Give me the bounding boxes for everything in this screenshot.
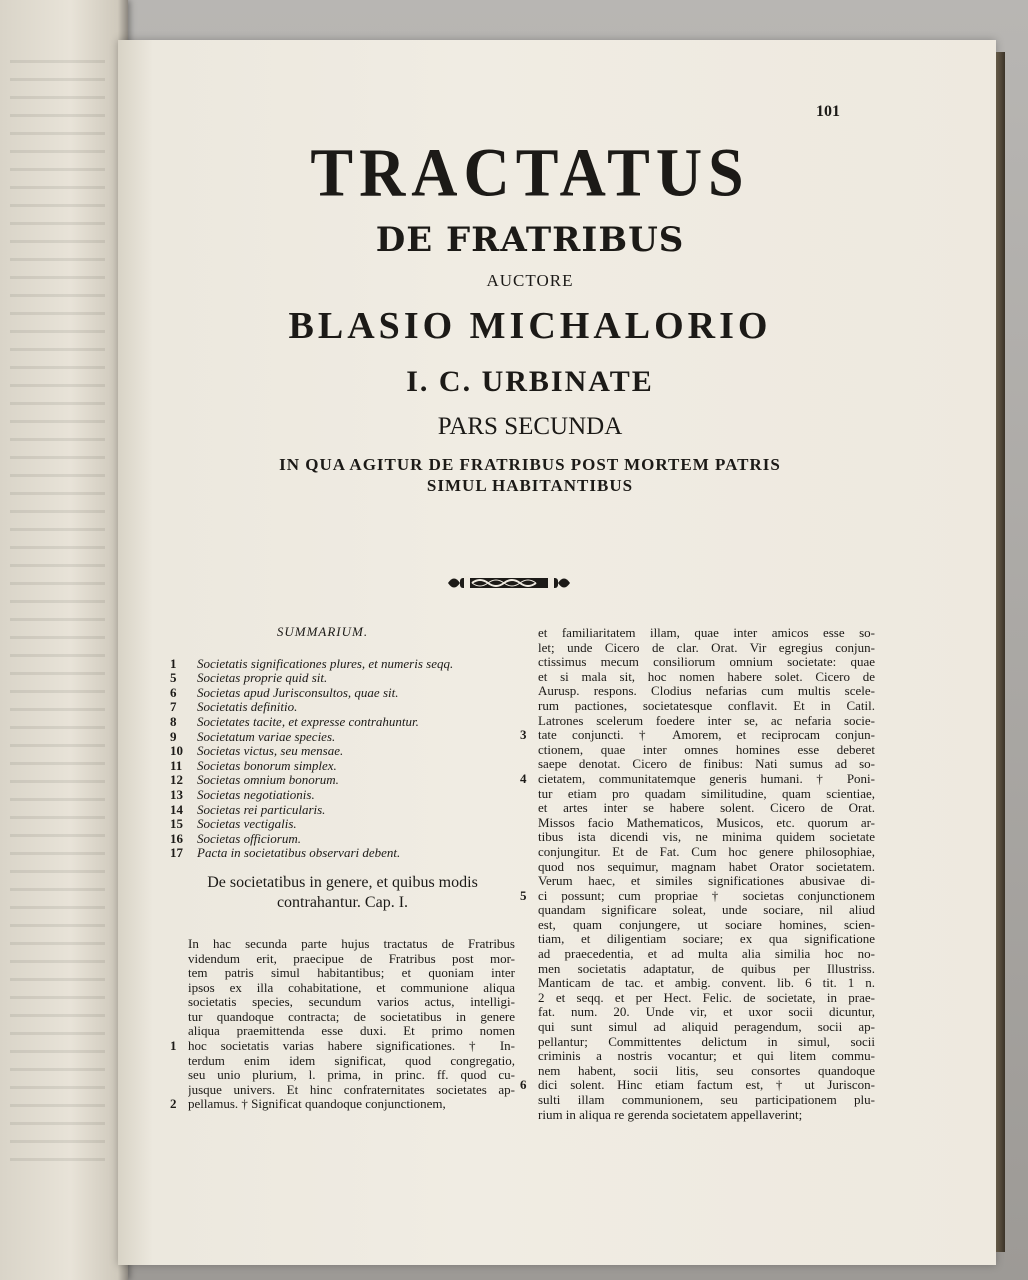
- summarium-item-text: Societas proprie quid sit.: [197, 670, 328, 686]
- line-text: hoc societatis varias habere significationes. † In-: [188, 1039, 515, 1054]
- margin-number: [520, 1049, 538, 1064]
- ghost-line: [10, 708, 105, 711]
- margin-number: [520, 1064, 538, 1079]
- summarium-item-text: Societas rei particularis.: [197, 801, 326, 817]
- ghost-line: [10, 240, 105, 243]
- line-text: et si mala sit, hoc nomen habere solet. Cicero de: [538, 669, 875, 684]
- margin-number: [170, 1054, 188, 1069]
- line-text: dici solent. Hinc etiam factum est, † ut Juriscon-: [538, 1078, 875, 1093]
- line-text: pellamus. † Significat quandoque conjunctionem,: [188, 1097, 446, 1112]
- summarium-item: [170, 657, 515, 672]
- chapter-heading-line1: De societatibus in genere, et quibus modis: [207, 873, 478, 891]
- text-line: [520, 889, 875, 904]
- summarium-item: [170, 671, 515, 686]
- text-line: [170, 1097, 515, 1112]
- margin-number: [520, 743, 538, 758]
- summarium-item: [170, 832, 515, 847]
- summarium-item: [170, 759, 515, 774]
- margin-number: [520, 947, 538, 962]
- text-line: [520, 1020, 875, 1035]
- line-text: 2 et seqq. et per Hect. Felic. de societate, in prae-: [538, 990, 875, 1005]
- ghost-line: [10, 330, 105, 333]
- line-text: rum pactiones, societatesque conflavit. Et in Catil.: [538, 698, 875, 713]
- text-line: [520, 743, 875, 758]
- line-text: ctissimus mecum consiliorum omnium societate: quae: [538, 655, 875, 670]
- text-line: [520, 699, 875, 714]
- text-line: [520, 641, 875, 656]
- title-qua-line1: IN QUA AGITUR DE FRATRIBUS POST MORTEM PATRIS: [279, 455, 781, 474]
- summarium-item: [170, 817, 515, 832]
- ghost-line: [10, 888, 105, 891]
- text-line: [170, 995, 515, 1010]
- line-text: saepe denotat. Cicero de finibus: Nati sumus ad so-: [538, 757, 875, 772]
- line-text: seu unio plurium, l. prima, in princ. ff. quod cu-: [188, 1068, 515, 1083]
- left-body-text: [170, 937, 515, 1112]
- text-line: [520, 962, 875, 977]
- ghost-line: [10, 456, 105, 459]
- text-line: [170, 1039, 515, 1054]
- text-line: [520, 1108, 875, 1123]
- line-text: rium in aliqua re gerenda societatem appellaverint;: [538, 1107, 803, 1122]
- margin-number: [170, 995, 188, 1010]
- line-text: tur etiam pro quadam similitudine, quam scientiae,: [538, 786, 875, 801]
- ghost-line: [10, 420, 105, 423]
- summarium-item-text: Societas apud Jurisconsultos, quae sit.: [197, 684, 399, 700]
- ghost-line: [10, 816, 105, 819]
- margin-number: [520, 699, 538, 714]
- ghost-line: [10, 474, 105, 477]
- line-text: terdum enim idem significat, quod congregatio,: [188, 1053, 515, 1068]
- ghost-line: [10, 762, 105, 765]
- margin-number: [520, 860, 538, 875]
- summarium-item-number: 14: [170, 801, 183, 817]
- summarium-item-number: 7: [170, 699, 177, 715]
- text-line: [520, 714, 875, 729]
- text-line: [170, 981, 515, 996]
- margin-number: 4: [520, 770, 527, 786]
- ornament-icon: [444, 568, 574, 598]
- text-line: [520, 947, 875, 962]
- margin-number: [520, 641, 538, 656]
- line-text: quod nos sequimur, magnam habet Orator societatem.: [538, 859, 875, 874]
- ghost-line: [10, 1140, 105, 1143]
- ghost-line: [10, 348, 105, 351]
- margin-number: [170, 966, 188, 981]
- text-line: [520, 728, 875, 743]
- ghost-line: [10, 726, 105, 729]
- summarium-item: [170, 715, 515, 730]
- summarium-item-number: 16: [170, 830, 183, 846]
- margin-number: [170, 1010, 188, 1025]
- text-line: [520, 1035, 875, 1050]
- line-text: let; unde Cicero de clar. Orat. Vir egregius conjun-: [538, 640, 875, 655]
- text-line: [520, 874, 875, 889]
- text-line: [520, 932, 875, 947]
- ghost-line: [10, 870, 105, 873]
- ghost-line: [10, 546, 105, 549]
- margin-number: 1: [170, 1038, 177, 1054]
- summarium-item: [170, 700, 515, 715]
- text-line: [520, 787, 875, 802]
- ghost-line: [10, 1068, 105, 1071]
- line-text: cietatem, communitatemque generis humani. † Poni-: [538, 771, 875, 786]
- margin-number: [520, 1005, 538, 1020]
- summarium-item-number: 1: [170, 655, 177, 671]
- title-qua-line2: SIMUL HABITANTIBUS: [426, 476, 634, 495]
- text-line: [520, 670, 875, 685]
- ghost-line: [10, 528, 105, 531]
- summarium-item-text: Societas bonorum simplex.: [197, 757, 337, 773]
- page-number: 101: [816, 103, 840, 120]
- ghost-line: [10, 1050, 105, 1053]
- summarium-item-text: Societas omnium bonorum.: [197, 772, 339, 788]
- ghost-line: [10, 1032, 105, 1035]
- ghost-line: [10, 510, 105, 513]
- margin-number: [520, 816, 538, 831]
- margin-number: [170, 981, 188, 996]
- margin-number: [520, 962, 538, 977]
- ghost-line: [10, 312, 105, 315]
- line-text: conjungitur. Et de Fat. Cum hoc genere philosophiae,: [538, 844, 875, 859]
- ghost-line: [10, 852, 105, 855]
- line-text: qui sunt simul ad aliquid peragendum, socii ap-: [538, 1020, 875, 1035]
- title-pars: PARS SECUNDA: [437, 413, 623, 440]
- ghost-line: [10, 672, 105, 675]
- ghost-line: [10, 294, 105, 297]
- ghost-line: [10, 204, 105, 207]
- ghost-line: [10, 96, 105, 99]
- summarium-item-number: 11: [170, 757, 183, 773]
- line-text: fat. num. 20. Unde vir, et uxor socii dicuntur,: [538, 1005, 875, 1020]
- line-text: Verum haec, et similes significationes abusivae di-: [538, 874, 875, 889]
- text-line: [520, 684, 875, 699]
- line-text: ci possunt; cum propriae † societas conjunctionem: [538, 888, 875, 903]
- ghost-line: [10, 618, 105, 621]
- ghost-line: [10, 582, 105, 585]
- line-text: ctionem, quae inter omnes homines esse deberet: [538, 742, 875, 757]
- text-line: [520, 626, 875, 641]
- margin-number: [170, 1024, 188, 1039]
- line-text: criminis a nostris vocantur; et qui litem commu-: [538, 1049, 875, 1064]
- ghost-line: [10, 222, 105, 225]
- text-line: [520, 801, 875, 816]
- text-line: [520, 845, 875, 860]
- summarium-item-text: Societatis definitio.: [197, 699, 298, 715]
- ghost-line: [10, 600, 105, 603]
- ghost-line: [10, 564, 105, 567]
- ghost-line: [10, 960, 105, 963]
- text-line: [520, 903, 875, 918]
- margin-number: [520, 757, 538, 772]
- text-line: [520, 991, 875, 1006]
- ghost-line: [10, 186, 105, 189]
- ghost-line: [10, 1158, 105, 1161]
- chapter-heading-line2: contrahantur. Cap. I.: [276, 893, 409, 911]
- line-text: Missos facio Mathematicos, Musicos, etc. quorum ar-: [538, 815, 875, 830]
- left-page: [0, 0, 128, 1280]
- margin-number: [520, 874, 538, 889]
- summarium-item-number: 5: [170, 670, 177, 686]
- summarium-item-text: Societas negotiationis.: [197, 786, 315, 802]
- ghost-line: [10, 1014, 105, 1017]
- margin-number: [520, 1035, 538, 1050]
- ghost-line: [10, 834, 105, 837]
- line-text: tibus ista dicendi vis, ne minima quidem societate: [538, 830, 875, 845]
- margin-number: [520, 1093, 538, 1108]
- title-author: BLASIO MICHALORIO: [288, 305, 772, 347]
- summarium-item-number: 13: [170, 786, 183, 802]
- left-column: [170, 625, 515, 1112]
- ghost-line: [10, 996, 105, 999]
- margin-number: 5: [520, 887, 527, 903]
- ghost-line: [10, 78, 105, 81]
- ghost-line: [10, 150, 105, 153]
- ghost-line: [10, 1104, 105, 1107]
- text-line: [520, 918, 875, 933]
- text-line: [170, 1010, 515, 1025]
- line-text: Latrones scelerum foedere inter se, ac nefaria socie-: [538, 713, 875, 728]
- text-line: [520, 976, 875, 991]
- text-line: [170, 1024, 515, 1039]
- margin-number: [520, 991, 538, 1006]
- ghost-line: [10, 744, 105, 747]
- ghost-line: [10, 798, 105, 801]
- ghost-line: [10, 906, 105, 909]
- margin-number: [520, 714, 538, 729]
- ghost-line: [10, 636, 105, 639]
- text-line: [520, 1078, 875, 1093]
- summarium-item-number: 17: [170, 845, 183, 861]
- margin-number: 3: [520, 727, 527, 743]
- line-text: quandam significare soleat, unde sociare, nil aliud: [538, 903, 875, 918]
- line-text: tiam, et diligentiam sociare; ex qua significatione: [538, 932, 875, 947]
- summarium-item: [170, 744, 515, 759]
- line-text: tate conjuncti. † Amorem, et reciprocam conjun-: [538, 728, 875, 743]
- summarium-item-text: Societas officiorum.: [197, 830, 301, 846]
- text-line: [520, 1093, 875, 1108]
- margin-number: [520, 903, 538, 918]
- summarium-item: [170, 686, 515, 701]
- margin-number: [520, 670, 538, 685]
- text-line: [520, 772, 875, 787]
- text-line: [170, 1068, 515, 1083]
- summarium-heading: SUMMARIUM.: [276, 624, 369, 639]
- text-line: [170, 952, 515, 967]
- text-line: [520, 830, 875, 845]
- ghost-line: [10, 1122, 105, 1125]
- margin-number: [520, 845, 538, 860]
- margin-number: [520, 801, 538, 816]
- text-line: [170, 1054, 515, 1069]
- chapter-heading: [170, 873, 515, 913]
- text-line: [520, 655, 875, 670]
- summarium-item-text: Societatum variae species.: [197, 728, 336, 744]
- summarium-item: [170, 788, 515, 803]
- line-text: et familiaritatem illam, quae inter amicos esse so-: [538, 626, 875, 640]
- ghost-line: [10, 258, 105, 261]
- margin-number: [170, 1083, 188, 1098]
- line-text: pellantur; Committentes delictum in simul, socii: [538, 1034, 875, 1049]
- ghost-line: [10, 690, 105, 693]
- text-line: [520, 860, 875, 875]
- margin-number: [520, 787, 538, 802]
- text-line: [520, 757, 875, 772]
- ghost-line: [10, 132, 105, 135]
- text-line: [170, 937, 515, 952]
- title-ic: I. C. URBINATE: [406, 365, 654, 398]
- ghost-line: [10, 654, 105, 657]
- line-text: Manticam de tac. et ambig. convent. lib. 6 tit. 1 n.: [538, 976, 875, 991]
- line-text: ipsos ex illa cohabitatione, et communione aliqua: [188, 980, 515, 995]
- ghost-line: [10, 438, 105, 441]
- ghost-line: [10, 402, 105, 405]
- summarium-item-text: Societas victus, seu mensae.: [197, 743, 344, 759]
- line-text: tur quandoque contracta; de societatibus in genere: [188, 1009, 515, 1024]
- margin-number: 6: [520, 1077, 527, 1093]
- ghost-line: [10, 780, 105, 783]
- ghost-line: [10, 366, 105, 369]
- title-auctore: AUCTORE: [486, 271, 574, 290]
- ghost-line: [10, 1086, 105, 1089]
- line-text: videndum erit, praecipue de Fratribus post mor-: [188, 951, 515, 966]
- text-line: [170, 1083, 515, 1098]
- text-line: [520, 1064, 875, 1079]
- summarium-item-number: 10: [170, 743, 183, 759]
- margin-number: [520, 1108, 538, 1123]
- margin-number: [520, 976, 538, 991]
- summarium-item-number: 6: [170, 684, 177, 700]
- margin-number: [520, 655, 538, 670]
- summarium-item-text: Societas vectigalis.: [197, 816, 297, 832]
- summarium-item-number: 9: [170, 728, 177, 744]
- text-line: [520, 1049, 875, 1064]
- summarium-item-number: 15: [170, 816, 183, 832]
- title-block: [180, 130, 880, 494]
- ghost-line: [10, 942, 105, 945]
- right-column: [520, 626, 875, 1122]
- text-line: [170, 966, 515, 981]
- line-text: tem patris simul habitantibus; et quoniam inter: [188, 966, 515, 981]
- summarium-item: [170, 846, 515, 861]
- summarium-item-text: Pacta in societatibus observari debent.: [197, 845, 401, 861]
- line-text: jusque univers. Et hinc confraternitates societates ap-: [188, 1082, 515, 1097]
- line-text: men societatis adaptatur, de quibus per Illustriss.: [538, 961, 875, 976]
- ghost-line: [10, 978, 105, 981]
- summarium-item: [170, 730, 515, 745]
- margin-number: [520, 932, 538, 947]
- margin-number: [520, 684, 538, 699]
- line-text: sulti illam communionem, seu participationem plu-: [538, 1093, 875, 1107]
- summarium-item-text: Societatis significationes plures, et numeris seqq.: [197, 655, 454, 671]
- line-text: In hac secunda parte hujus tractatus de Fratribus: [188, 936, 515, 951]
- ghost-line: [10, 384, 105, 387]
- line-text: aliqua praemittenda esse duxi. Et primo nomen: [188, 1024, 515, 1039]
- title-subtitle: DE FRATRIBUS: [375, 220, 685, 260]
- line-text: nem habent, socii litis, seu consortes quandoque: [538, 1063, 875, 1078]
- summarium-item: [170, 773, 515, 788]
- margin-number: [520, 1020, 538, 1035]
- margin-number: 2: [170, 1096, 177, 1112]
- ghost-line: [10, 924, 105, 927]
- line-text: Aurusp. respons. Clodius nefarias cum multis scele-: [538, 684, 875, 699]
- summarium-item-number: 8: [170, 713, 177, 729]
- line-text: societatis species, secundum varios actus, intelligi-: [188, 995, 515, 1010]
- line-text: ad praecedentia, et ad multa alia similia hoc no-: [538, 947, 875, 962]
- summarium-list: [170, 657, 515, 861]
- ghost-line: [10, 60, 105, 63]
- ghost-line: [10, 168, 105, 171]
- margin-number: [170, 937, 188, 952]
- ghost-line: [10, 276, 105, 279]
- line-text: est, quam conjungere, ut sociare homines, scien-: [538, 917, 875, 932]
- ghost-line: [10, 492, 105, 495]
- margin-number: [520, 830, 538, 845]
- text-line: [520, 1005, 875, 1020]
- margin-number: [170, 1068, 188, 1083]
- text-line: [520, 816, 875, 831]
- line-text: et artes inter se habere solent. Cicero de Orat.: [538, 801, 875, 816]
- summarium-item-number: 12: [170, 772, 183, 788]
- title-main: TRACTATUS: [310, 134, 750, 211]
- summarium-item-text: Societates tacite, et expresse contrahuntur.: [197, 713, 419, 729]
- ghost-line: [10, 114, 105, 117]
- right-body-text: [520, 626, 875, 1122]
- margin-number: [520, 918, 538, 933]
- summarium-item: [170, 803, 515, 818]
- margin-number: [520, 626, 538, 641]
- margin-number: [170, 952, 188, 967]
